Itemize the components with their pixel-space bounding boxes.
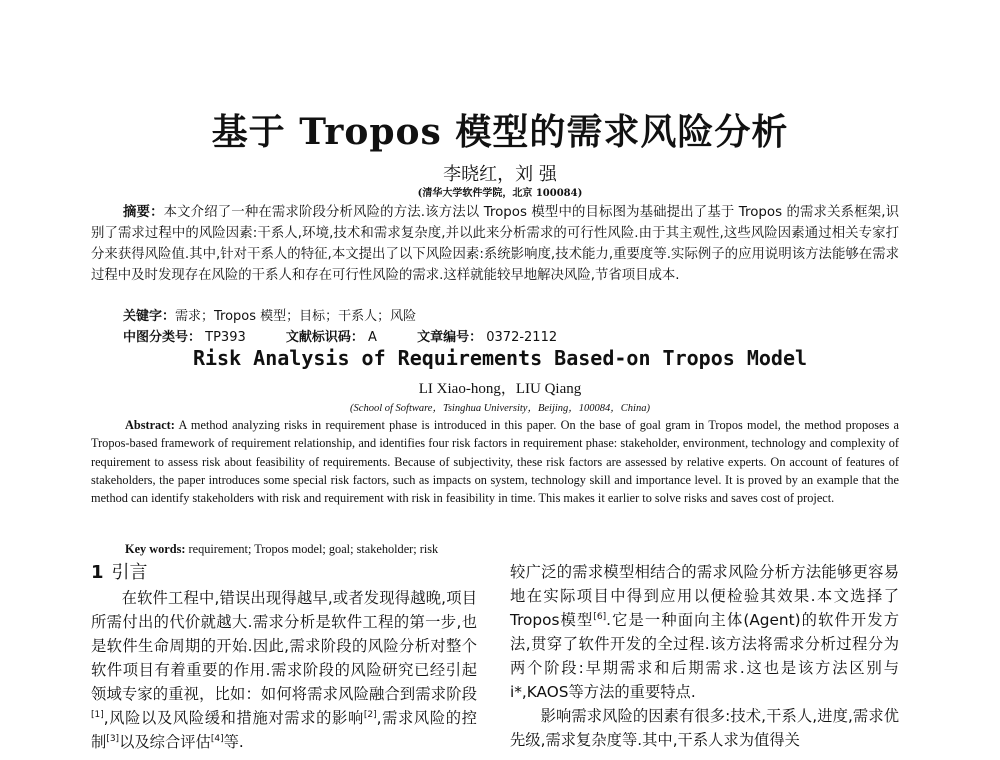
body-paragraph <box>91 586 477 754</box>
body-paragraph <box>510 560 899 704</box>
paper-title-en: Risk Analysis of Requirements Based-on Tropos Model <box>192 346 808 370</box>
body-paragraph: 影响需求风险的因素有很多:技术,干系人,进度,需求优先级,需求复杂度等.其中,干系人求为值得关 <box>510 707 899 749</box>
abstract-zh <box>91 202 899 286</box>
body-text: 在软件工程中,错误出现得越早,或者发现得越晚,项目所需付出的代价就越大.需求分析是软件工程的第一步,也是软件生命周期的开始.因此,需求阶段的风险分析对整个软件项目有着重要的作用.需求阶段的风险研究已经引起领域专家的重视，比如：如何将需求风险融合到需求阶段 <box>91 589 477 703</box>
keywords-en-label: Key words: <box>125 542 186 556</box>
section-number: 1 <box>91 562 104 583</box>
abstract-zh-text: 本文介绍了一种在需求阶段分析风险的方法.该方法以 Tropos 模型中的目标图为基础提出了基于 Tropos 的需求关系框架,识别了需求过程中的风险因素:干系人,环境,技术和需求复杂度,并以此来分析需求的可行性风险.由于其主观性,这些风险因素通过相关专家打分来获得风险值.其中,针对干系人的特征,本文提出了以下风险因素:系统影响度,技术能力,重要度等.实际例子的应用说明该方法能够在需求过程中及时发现存在风险的干系人和存在可行性风险的需求.这样就能较早地解决风险,节省项目成本. <box>91 205 899 283</box>
abstract-zh-label: 摘要： <box>123 205 164 220</box>
body-text: ,需求风险的控制 <box>91 709 477 751</box>
body-text: .它是一种面向主体(Agent)的软件开发方法,贯穿了软件开发的全过程.该方法将需求分析过程分为两个阶段:早期需求和后期需求.这也是该方法区别与i*,KAOS等方法的重要特点. <box>510 611 899 701</box>
body-column-left <box>91 560 477 754</box>
keywords-en-text: requirement; Tropos model; goal; stakeholder; risk <box>188 542 439 556</box>
affiliation-zh: (清华大学软件学院，北京 100084) <box>417 188 583 199</box>
abstract-en-label: Abstract: <box>125 418 175 432</box>
keywords-zh-label: 关键字： <box>123 309 176 324</box>
keywords-en <box>125 542 438 557</box>
affiliation-en: (School of Software，Tsinghua University，Beijing，100084，China) <box>350 403 650 414</box>
body-column-right <box>510 560 899 752</box>
section-title: 引言 <box>111 562 148 583</box>
abstract-en <box>91 416 899 507</box>
section-heading <box>91 560 477 586</box>
abstract-en-text: A method analyzing risks in requirement phase is introduced in this paper. On the base of goal gram in Tropos model, the method proposes a Tropos-based framework of requirement relationship, and identifies four risk factors in requirement phase: stakeholder, environment, technology and complexity of requirement to assess risk about feasibility of requirements. Because of subjectivity, these risk factors are assessed by relative experts. On account of features of stakeholders, the paper introduces some special risk factors, such as impacts on system, technology skill and importance level. It is proved by an example that the method can identify stakeholders with risk and requirement with risk in feasibility in time. This makes it earlier to solve risks and saves cost of project. <box>91 418 899 506</box>
body-text: 较广泛的需求模型相结合的需求风险分析方法能够更容易地在实际项目中得到应用以便检验其效果.本文选择了Tropos模型 <box>510 563 899 629</box>
authors-zh: 李晓红，刘 强 <box>443 164 557 185</box>
keywords-zh <box>123 305 899 324</box>
body-text: 以及综合评估 <box>119 733 211 751</box>
citation: [4] <box>210 733 224 744</box>
clc-value: TP393 <box>205 330 246 345</box>
citation: [3] <box>106 733 120 744</box>
doc-code-label: 文献标识码： <box>285 330 364 345</box>
citation: [6] <box>593 611 607 622</box>
authors-en: LI Xiao-hong，LIU Qiang <box>418 381 582 397</box>
keywords-zh-text: 需求；Tropos 模型；目标；干系人；风险 <box>175 309 417 324</box>
article-number-value: 0372-2112 <box>486 330 558 345</box>
body-text: 等. <box>223 733 244 751</box>
clc-label: 中图分类号： <box>123 330 202 345</box>
classification-line <box>123 326 899 345</box>
citation: [1] <box>91 709 104 720</box>
article-number-label: 文章编号： <box>417 330 483 345</box>
paper-title-zh: 基于 Tropos 模型的需求风险分析 <box>211 111 789 153</box>
body-text: ,风险以及风险缓和措施对需求的影响 <box>103 709 364 727</box>
doc-code-value: A <box>368 330 377 345</box>
citation: [2] <box>363 709 377 720</box>
